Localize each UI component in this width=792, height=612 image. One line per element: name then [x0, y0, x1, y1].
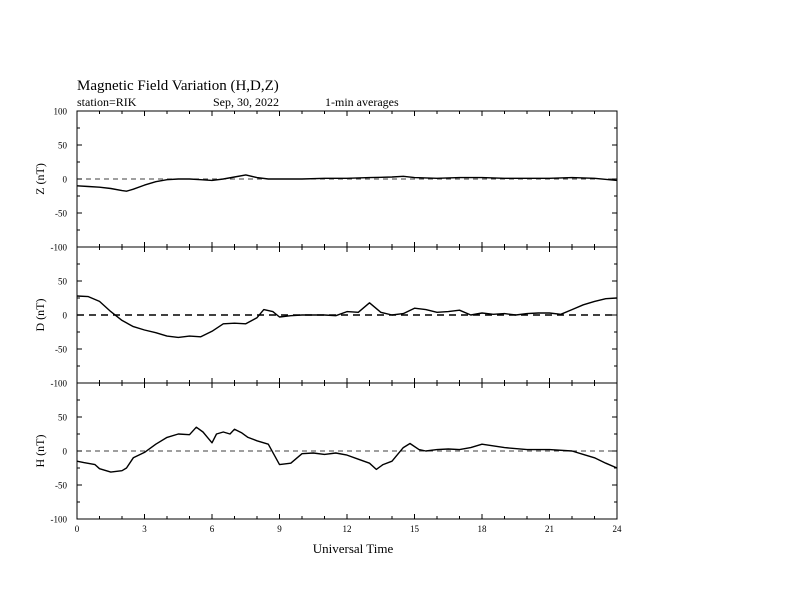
y-tick-label-d: 0 [62, 310, 67, 321]
date-label: Sep, 30, 2022 [213, 95, 279, 109]
y-tick-label-z: -50 [55, 208, 67, 219]
y-tick-label-h: 50 [58, 412, 67, 423]
x-axis-label: Universal Time [312, 541, 394, 556]
y-tick-label-d: -100 [50, 378, 67, 389]
x-tick-label: 9 [277, 524, 282, 534]
x-tick-label: 18 [477, 524, 487, 534]
y-tick-label-z: -100 [50, 242, 67, 253]
y-axis-label-d: D (nT) [33, 298, 47, 332]
x-tick-label: 12 [342, 524, 352, 534]
series-line-d [77, 296, 617, 337]
y-tick-label-z: 100 [53, 106, 67, 117]
x-tick-label: 15 [410, 524, 419, 534]
x-tick-label: 21 [545, 524, 554, 534]
x-tick-label: 24 [612, 524, 622, 534]
y-tick-label-d: -50 [55, 344, 67, 355]
x-tick-label: 0 [74, 524, 80, 534]
station-label: station=RIK [77, 95, 137, 109]
x-tick-label: 6 [209, 524, 215, 534]
y-tick-label-h: 0 [62, 446, 67, 457]
series-line-h [77, 427, 617, 472]
y-axis-label-h: H (nT) [33, 434, 47, 468]
y-tick-label-z: 50 [58, 140, 67, 151]
y-axis-label-z: Z (nT) [33, 163, 47, 195]
averaging-label: 1-min averages [325, 95, 399, 109]
y-tick-label-h: -50 [55, 480, 67, 491]
chart-title: Magnetic Field Variation (H,D,Z) [77, 78, 279, 94]
y-tick-label-z: 0 [62, 174, 67, 185]
panels-group [33, 107, 622, 535]
y-tick-label-h: -100 [50, 514, 67, 525]
x-tick-label: 3 [142, 524, 147, 534]
series-line-z [77, 175, 617, 191]
y-tick-label-d: 50 [58, 276, 67, 287]
